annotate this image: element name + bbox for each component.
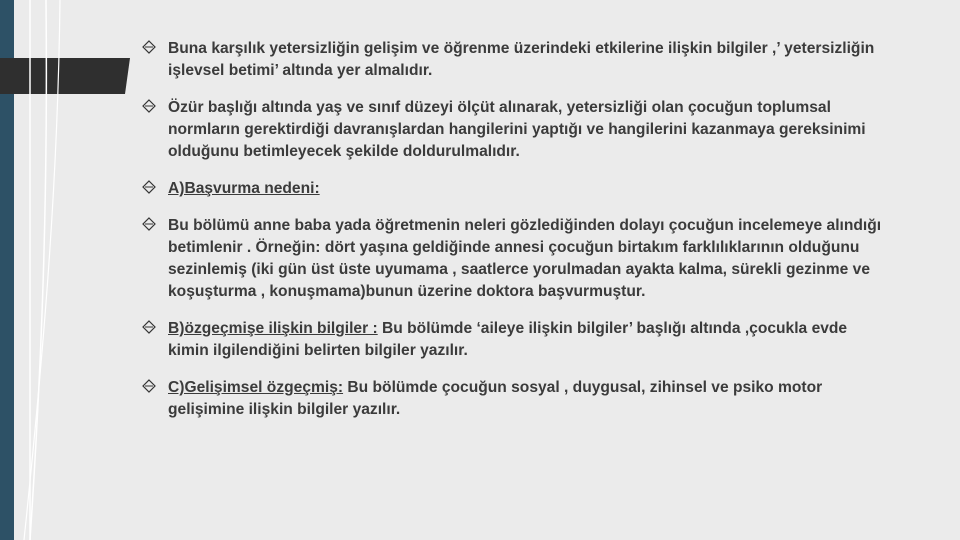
bullet-item xyxy=(142,178,887,200)
diamond-bullet-icon xyxy=(142,217,156,231)
diamond-bullet-icon xyxy=(142,320,156,334)
bullet-item xyxy=(142,318,887,362)
bullet-text xyxy=(168,377,887,421)
bullet-item xyxy=(142,38,887,82)
diamond-bullet-icon xyxy=(142,379,156,393)
bullet-text xyxy=(168,178,887,200)
slide-content xyxy=(142,38,887,436)
bullet-body: Bu bölümde çocuğun sosyal , duygusal, zihinsel ve psiko motor gelişimine ilişkin bilgiler yazılır. xyxy=(168,379,823,418)
diamond-bullet-icon xyxy=(142,99,156,113)
bullet-item xyxy=(142,215,887,303)
bullet-item xyxy=(142,377,887,421)
bullet-item xyxy=(142,97,887,163)
bullet-text: Özür başlığı altında yaş ve sınıf düzeyi ölçüt alınarak, yetersizliği olan çocuğun toplumsal normların gerektirdiği davranışlardan hangilerini yaptığı ve hangilerini kazanmaya gereksinimi olduğunu betimleyecek şekilde doldurulmalıdır. xyxy=(168,99,866,160)
bullet-text xyxy=(168,318,887,362)
bullet-body: Bu bölümde ‘aileye ilişkin bilgiler’ başlığı altında ,çocukla evde kimin ilgilendiğini belirten bilgiler yazılır. xyxy=(168,320,848,359)
bullet-heading: B)özgeçmişe ilişkin bilgiler : xyxy=(168,320,378,337)
bullet-heading: C)Gelişimsel özgeçmiş: xyxy=(168,379,344,396)
decorative-sidebar xyxy=(0,0,140,540)
bullet-heading: A)Başvurma nedeni: xyxy=(168,180,320,197)
bullet-text: Buna karşılık yetersizliğin gelişim ve öğrenme üzerindeki etkilerine ilişkin bilgiler ,’ yetersizliğin işlevsel betimi’ altında yer almalıdır. xyxy=(168,40,875,79)
bullet-text: Bu bölümü anne baba yada öğretmenin neleri gözlediğinden dolayı çocuğun incelemeye alındığı betimlenir . Örneğin: dört yaşına geldiğinde annesi çocuğun birtakım farklılıklarının olduğunu sezinlemiş (iki gün üst üste uyumama , saatlerce yorulmadan ayakta kalma, sürekli gezinme ve koşuşturma , konuşmama)bunun üzerine doktora başvurmuştur. xyxy=(168,217,882,300)
diamond-bullet-icon xyxy=(142,40,156,54)
diamond-bullet-icon xyxy=(142,180,156,194)
